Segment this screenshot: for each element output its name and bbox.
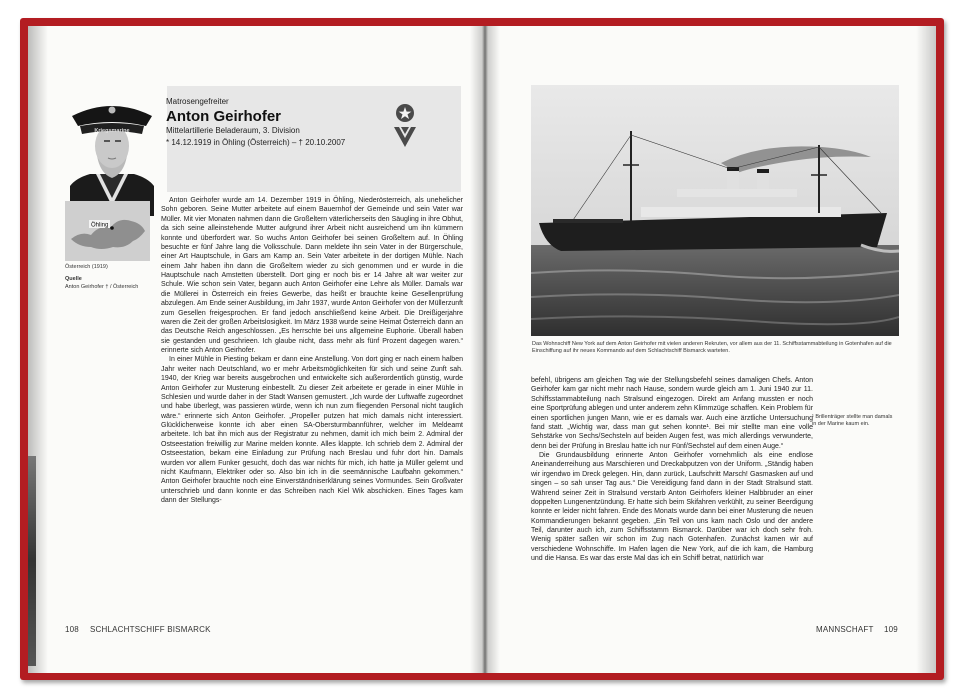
life-dates: * 14.12.1919 in Öhling (Österreich) – † 20.10.2007	[166, 138, 346, 147]
cap-eagle-emblem	[109, 107, 116, 114]
left-page-number: 108	[65, 625, 79, 634]
left-paragraph: Anton Geirhofer wurde am 14. Dezember 1919 in Öhling, Niederösterreich, als unehelicher Sohn geboren. Seine Mutter arbeitete auf einem Bauernhof der Gemeinde und sein Vater war Müller. Mit vier Monaten nahmen dann die Großeltern väterlicherseits den Säugling in ihre Obhut, da sich seine alleinstehende Mutter aufgrund ihrer Arbeit nicht ausreichend um ihn kümmern konnte und überfordert war. So wuchs Anton Geirhofer bei seinen Großeltern auf. In Öhling besuchte er fünf Jahre lang die Volksschule. Dann meldete ihn sein Vater in der Bürgerschule, einer Art Hauptschule, in Gars am Kamp an. Sein Vater arbeitete in der dortigen Mühle. Nach einem Jahr haben ihn dann die Großeltern wieder zu sich genommen und er wurde in die Hauptschule nach Amstetten überstellt. Dort ging er noch bis er 14 Jahre alt war weiter zur Schule. Wie schon sein Vater, begann auch Anton Geirhofer eine Lehre als Müller. Damals war die Müllerei in Österreich ein freies Gewerbe, das heißt er brauchte keine Gesellenprüfung abzulegen. Am Ende seiner Ausbildung, im Jahr 1937, wurde Anton Geirhofer von der Müllerzunft zum Gesellen freigesprochen. Er fand jedoch anschließend keine Arbeit. Die Dreißigerjahre waren die Zeit der großen Arbeitslosigkeit. Im März 1938 wurde seine Heimat Österreich dann an das Deutsche Reich angeschlossen. „Es herrschte bei uns allgemeine Euphorie. Überall haben sie gestanden und geschrieen. Ich glaube nicht, dass mehr als fünf Prozent dagegen waren.“ erinnerte sich Anton Geirhofer.	[161, 197, 463, 354]
map-city-label: Öhling	[91, 222, 109, 229]
cap-band-text: Kriegsmarine	[94, 128, 130, 134]
left-page	[28, 26, 484, 673]
right-page	[484, 26, 936, 673]
right-running-title: MANNSCHAFT	[816, 625, 874, 634]
book-gutter	[470, 26, 500, 673]
person-name: Anton Geirhofer	[166, 108, 281, 125]
left-running-title: SCHLACHTSCHIFF BISMARCK	[90, 625, 211, 634]
sailor-portrait	[66, 82, 158, 216]
austria-map	[65, 201, 150, 261]
unit-line: Mittelartillerie Beladeraum, 3. Division	[166, 126, 300, 135]
right-paragraph: Die Grundausbildung erinnerte Anton Geirhofer vornehmlich als eine endlose Aneinanderreihung aus Marschieren und Dreckabputzen von der Uniform. „Ständig haben wir irgendwo im Dreck gelegen. Hin, dann zurück, Laufschritt Marsch! Gasmasken auf und singen – so sah unser Tag aus.“ Die Vereidigung fand dann in der Stadt Stralsund statt. Während seiner Zeit in Stralsund verstarb Anton Geirhofers kleiner Halbbruder an einer doppelten Lungenentzündung. Er hatte sich beim Skifahren verkühlt, zu seiner Beerdigung konnte er leider nicht fahren. Ende des Monats wurde dann bei einer Musterung die neuen Kommandierungen bekannt gegeben. „Ein Teil von uns kam nach Oslo und der andere Teil, darunter auch ich, zum Schiffsstamm Bismarck. Darüber war ich doch sehr froh. Wenig später saßen wir schon im Zug nach Gotenhafen. Zunächst kamen wir auf verschiedene Wohnschiffe. Im Hafen lagen die New York, auf die ich kam, die Hamburg und die Hansa. Es war das erste Mal das ich ein Schiff betrat, natürlich war	[531, 452, 813, 563]
right-paragraph: befehl, übrigens am gleichen Tag wie der Stellungsbefehl seines damaligen Chefs. Anton Geirhofer kam gar nicht mehr nach Hause, sondern wurde gleich am 1. Juni 1940 zur 11. Schiffsstammabteilung nach Stralsund eingezogen. Direkt am Anfang mussten er noch eine Sportprüfung ablegen und unter anderem zehn Klimmzüge schaffen. Kein Problem für einen sportlichen jungen Mann, wie er es damals war. Auch eine ärztliche Untersuchung fand statt. „Wichtig war, dass man gut sehen konnte¹. Bei mir stellte man eine volle Sehstärke von Sechs/Sechsteln auf beiden Augen fest, was mich allerdings verwunderte, denn bei der Prüfung in Breslau hatte ich nur Fünf/Sechstel auf dem einen Auge.“	[531, 377, 813, 450]
ship-photo-new-york	[531, 85, 899, 336]
rank-badge-icon	[392, 103, 418, 149]
right-page-number: 109	[884, 625, 898, 634]
source-text: Anton Geirhofer † / Österreich	[65, 284, 139, 290]
page-edge-photo-strip	[28, 456, 36, 666]
map-caption: Österreich (1919)	[65, 264, 108, 270]
rank-label: Matrosengefreiter	[166, 97, 229, 106]
footnote: ¹ Brillenträger stellte man damals in der Marine kaum ein.	[812, 414, 893, 427]
source-title: Quelle	[65, 276, 82, 282]
page-edge-shadow	[916, 26, 936, 673]
left-body-text	[161, 196, 463, 505]
left-paragraph: In einer Mühle in Piesting bekam er dann eine Anstellung. Von dort ging er nach einem halben Jahr weiter nach Deutschland, wo er mehr Arbeitsmöglichkeiten für sich und seine Zunft sah. 1940, der Krieg war bereits ausgebrochen und entwickelte sich außerordentlich günstig, wurde Anton Geirhofer zur Musterung einbestellt. Zu dieser Zeit arbeitete er gerade in einer Mühle in Schlesien und wurde daher in der Stadt Wansen gemustert. „Ich wurde der Luftwaffe zugeordnet und habe überlegt, was passieren würde, wenn ich nun zum fliegenden Personal nicht tauglich wäre.“ erinnerte sich Anton Geirhofer. „Propeller putzen hat mich damals nicht interessiert. Glücklicherweise konnte ich aber einen SA-Obersturmbannführer, welcher im Meldeamt arbeitete. Ich bat ihn mich aus der Registratur zu nehmen, damit ich mich beim 2. Admiral der Ostseestation freiwillig zur Marine melden konnte. Alles klappte. Ich schrieb dem 2. Admiral der Ostseestation, bekam eine Einladung zur Prüfung nach Breslau und fuhr dort hin. Damals wurden vor allem Funker gesucht, doch das war nichts für mich, ich hatte ja Müller gelernt und nicht Kaufmann, Elektriker oder so. Also bin ich in die seemännische Laufbahn gekommen.“ Anton Geirhofer brauchte noch eine Einverständniserklärung seines Vormundes. Sein Großvater unterschrieb und dann konnte er das Schreiben nach Kiel Wik abschicken. Eines Tages kam dann der Stellungs-	[161, 356, 463, 504]
right-body-text	[531, 376, 813, 564]
photo-caption: Das Wohnschiff New York auf dem Anton Geirhofer mit vielen anderen Rekruten, vor allem aus der 11. Schiffsstammabteilung in Gotenhafen auf die Einschiffung auf ihr neues Kommando auf dem Schlachtschiff Bismarck warteten.	[532, 341, 892, 354]
